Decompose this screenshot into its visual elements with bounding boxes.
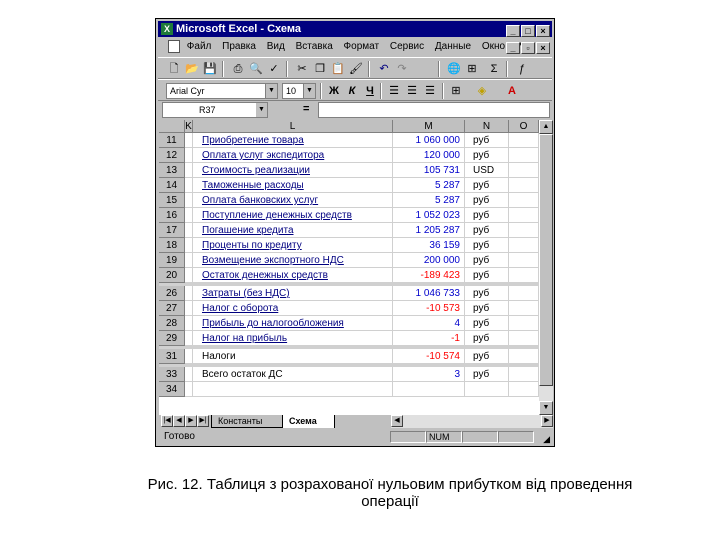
table-row[interactable] bbox=[159, 367, 539, 382]
table-row[interactable] bbox=[159, 133, 539, 148]
separator bbox=[222, 61, 224, 77]
column-header-m[interactable]: M bbox=[393, 120, 465, 133]
chevron-down-icon[interactable]: ▼ bbox=[265, 84, 277, 98]
cell-label[interactable]: Стоимость реализации bbox=[193, 163, 393, 178]
row-header[interactable]: 16 bbox=[159, 208, 185, 223]
chevron-down-icon[interactable]: ▼ bbox=[256, 103, 267, 117]
figure-caption: Рис. 12. Таблиця з розрахованої нульовим прибутком від проведення операції bbox=[147, 476, 633, 510]
save-icon[interactable]: 💾 bbox=[203, 63, 217, 75]
copy-icon[interactable]: ❐ bbox=[315, 63, 325, 75]
cell-o[interactable] bbox=[509, 148, 539, 163]
column-header-n[interactable]: N bbox=[465, 120, 509, 133]
resize-grip-icon[interactable]: ◢ bbox=[543, 434, 550, 444]
undo-icon[interactable]: ↶ bbox=[379, 63, 389, 75]
separator bbox=[320, 83, 322, 99]
status-bar bbox=[158, 429, 552, 445]
minimize-button[interactable]: _ bbox=[506, 25, 520, 37]
scroll-down-icon[interactable]: ▼ bbox=[539, 401, 553, 415]
row-header[interactable]: 28 bbox=[159, 316, 185, 331]
separator bbox=[380, 83, 382, 99]
cell-value[interactable]: 4 bbox=[393, 316, 465, 331]
column-header-k[interactable]: K bbox=[185, 121, 192, 132]
cell-value[interactable]: -1 bbox=[393, 331, 465, 346]
cell-k[interactable] bbox=[185, 253, 193, 268]
print-preview-icon[interactable]: 🔍 bbox=[249, 63, 263, 75]
cell-k[interactable] bbox=[185, 286, 193, 301]
column-header-o[interactable]: O bbox=[509, 120, 539, 133]
menu-window[interactable]: Окно bbox=[481, 41, 506, 52]
menu-data[interactable]: Данные bbox=[434, 41, 472, 52]
align-left-icon[interactable]: ☰ bbox=[389, 85, 399, 97]
cell-o[interactable] bbox=[509, 301, 539, 316]
column-header-l[interactable]: L bbox=[193, 120, 393, 133]
cell-o[interactable] bbox=[509, 223, 539, 238]
cell-unit[interactable]: руб bbox=[465, 349, 509, 364]
borders-icon[interactable]: ⊞ bbox=[451, 85, 461, 97]
table-row[interactable] bbox=[159, 382, 539, 397]
row-header[interactable]: 31 bbox=[159, 349, 185, 364]
autosum-icon[interactable]: Σ bbox=[490, 63, 498, 75]
excel-x-icon: X bbox=[161, 23, 173, 35]
row-header[interactable]: 26 bbox=[159, 286, 185, 301]
font-color-icon[interactable]: A bbox=[508, 85, 516, 97]
menu-bar bbox=[158, 39, 552, 55]
menu-tools[interactable]: Сервис bbox=[389, 41, 425, 52]
cell-o[interactable] bbox=[509, 238, 539, 253]
close-button[interactable]: × bbox=[536, 25, 550, 37]
row-header[interactable]: 33 bbox=[159, 367, 185, 382]
separator bbox=[438, 61, 440, 77]
doc-restore-button[interactable]: ▫ bbox=[521, 42, 535, 54]
first-sheet-icon[interactable]: |◀ bbox=[161, 415, 173, 427]
table-row[interactable] bbox=[159, 163, 539, 178]
cell-k[interactable] bbox=[185, 331, 193, 346]
format-toolbar bbox=[158, 79, 552, 101]
next-sheet-icon[interactable]: ▶ bbox=[185, 415, 197, 427]
cell-unit[interactable]: руб bbox=[465, 286, 509, 301]
paste-icon[interactable]: 📋 bbox=[331, 63, 345, 75]
scroll-left-icon[interactable]: ◀ bbox=[391, 415, 403, 427]
equals-sign[interactable]: = bbox=[303, 103, 310, 115]
horizontal-scrollbar[interactable] bbox=[391, 415, 553, 428]
chevron-down-icon[interactable]: ▼ bbox=[303, 84, 315, 98]
cell-unit[interactable]: руб bbox=[465, 367, 509, 382]
cell-unit[interactable]: руб bbox=[465, 208, 509, 223]
underline-button[interactable]: Ч bbox=[366, 85, 374, 97]
cell-unit[interactable]: USD bbox=[465, 163, 509, 178]
row-header[interactable]: 15 bbox=[159, 193, 185, 208]
cell-value[interactable]: 36 159 bbox=[393, 238, 465, 253]
cell-label[interactable]: Прибыль до налогообложения bbox=[193, 316, 393, 331]
cell-k[interactable] bbox=[185, 367, 193, 382]
menu-file[interactable]: Файл bbox=[186, 41, 212, 52]
cell-o[interactable] bbox=[509, 349, 539, 364]
cell-label[interactable]: Проценты по кредиту bbox=[193, 238, 393, 253]
document-icon[interactable] bbox=[168, 40, 180, 53]
status-ready: Готово bbox=[164, 431, 195, 442]
cut-icon[interactable]: ✂ bbox=[297, 63, 307, 75]
cell-o[interactable] bbox=[509, 253, 539, 268]
separator bbox=[368, 61, 370, 77]
cell-k[interactable] bbox=[185, 178, 193, 193]
cell-label[interactable]: Затраты (без НДС) bbox=[193, 286, 393, 301]
cell-o[interactable] bbox=[509, 163, 539, 178]
row-header[interactable]: 13 bbox=[159, 163, 185, 178]
cell-unit[interactable]: руб bbox=[465, 238, 509, 253]
cell-value[interactable]: 120 000 bbox=[393, 148, 465, 163]
separator bbox=[506, 61, 508, 77]
cell-unit[interactable]: руб bbox=[465, 331, 509, 346]
standard-toolbar bbox=[158, 57, 552, 79]
cell-label[interactable]: Погашение кредита bbox=[193, 223, 393, 238]
cell-value[interactable]: 5 287 bbox=[393, 178, 465, 193]
cell-k[interactable] bbox=[185, 148, 193, 163]
row-header[interactable]: 17 bbox=[159, 223, 185, 238]
cell-value[interactable]: -189 423 bbox=[393, 268, 465, 283]
cell-label[interactable]: Поступление денежных средств bbox=[193, 208, 393, 223]
status-box bbox=[462, 431, 498, 443]
cell-o[interactable] bbox=[509, 178, 539, 193]
cell-value[interactable]: -10 574 bbox=[393, 349, 465, 364]
font-select[interactable]: Arial Cyr ▼ bbox=[166, 83, 278, 99]
maximize-button[interactable]: □ bbox=[521, 25, 535, 37]
cell-value[interactable]: 105 731 bbox=[393, 163, 465, 178]
cell-unit[interactable]: руб bbox=[465, 148, 509, 163]
select-all-corner[interactable] bbox=[159, 120, 185, 133]
table-row[interactable] bbox=[159, 253, 539, 268]
row-header[interactable]: 27 bbox=[159, 301, 185, 316]
cell-value[interactable]: -10 573 bbox=[393, 301, 465, 316]
table-row[interactable] bbox=[159, 238, 539, 253]
align-center-icon[interactable]: ☰ bbox=[407, 85, 417, 97]
cell-label[interactable]: Оплата банковских услуг bbox=[193, 193, 393, 208]
cell-value[interactable]: 3 bbox=[393, 367, 465, 382]
row-header[interactable]: 18 bbox=[159, 238, 185, 253]
spreadsheet-grid[interactable] bbox=[159, 120, 539, 415]
bold-button[interactable]: Ж bbox=[329, 85, 339, 97]
cell-unit[interactable]: руб bbox=[465, 316, 509, 331]
prev-sheet-icon[interactable]: ◀ bbox=[173, 415, 185, 427]
cell-o[interactable] bbox=[509, 331, 539, 346]
sheet-tab-bar bbox=[159, 415, 553, 428]
table-row[interactable] bbox=[159, 193, 539, 208]
cell-label[interactable]: Всего остаток ДС bbox=[193, 367, 393, 382]
redo-icon[interactable]: ↷ bbox=[397, 63, 407, 75]
cell-unit[interactable]: руб bbox=[465, 253, 509, 268]
vertical-scrollbar[interactable] bbox=[539, 120, 553, 415]
cell-label[interactable]: Налоги bbox=[193, 349, 393, 364]
table-row[interactable] bbox=[159, 268, 539, 283]
cell-value[interactable]: 200 000 bbox=[393, 253, 465, 268]
name-box[interactable]: R37 ▼ bbox=[162, 102, 268, 118]
table-row[interactable] bbox=[159, 178, 539, 193]
cell-label[interactable]: Остаток денежных средств bbox=[193, 268, 393, 283]
table-row[interactable] bbox=[159, 349, 539, 364]
cell-k[interactable] bbox=[185, 163, 193, 178]
row-header[interactable]: 29 bbox=[159, 331, 185, 346]
cell-label[interactable] bbox=[193, 382, 393, 397]
cell-o[interactable] bbox=[509, 367, 539, 382]
cell-unit[interactable]: руб bbox=[465, 178, 509, 193]
table-row[interactable] bbox=[159, 223, 539, 238]
cell-k[interactable] bbox=[185, 301, 193, 316]
cell-k[interactable] bbox=[185, 208, 193, 223]
spelling-icon[interactable]: ✓ bbox=[269, 63, 279, 75]
row-header[interactable]: 14 bbox=[159, 178, 185, 193]
format-painter-icon[interactable]: 🖌 bbox=[349, 63, 363, 75]
table-row[interactable] bbox=[159, 208, 539, 223]
cell-unit[interactable] bbox=[465, 382, 509, 397]
font-size-select[interactable]: 10 ▼ bbox=[282, 83, 316, 99]
row-header[interactable]: 12 bbox=[159, 148, 185, 163]
cell-label[interactable]: Приобретение товара bbox=[193, 133, 393, 148]
cell-unit[interactable]: руб bbox=[465, 193, 509, 208]
cell-unit[interactable]: руб bbox=[465, 223, 509, 238]
cell-value[interactable]: 1 060 000 bbox=[393, 133, 465, 148]
tab-konstanty[interactable]: Константы bbox=[211, 415, 283, 428]
cell-k[interactable] bbox=[185, 133, 193, 148]
new-icon[interactable]: 🗋 bbox=[169, 63, 179, 75]
cell-k[interactable] bbox=[185, 382, 193, 397]
cell-label[interactable]: Налог на прибыль bbox=[193, 331, 393, 346]
tab-skhema[interactable]: Схема bbox=[283, 415, 335, 428]
title-bar bbox=[158, 21, 552, 37]
row-header[interactable]: 11 bbox=[159, 133, 185, 148]
formula-bar bbox=[158, 101, 552, 120]
cell-value[interactable]: 1 046 733 bbox=[393, 286, 465, 301]
cell-k[interactable] bbox=[185, 238, 193, 253]
cell-k[interactable] bbox=[185, 193, 193, 208]
excel-window bbox=[155, 18, 555, 447]
open-icon[interactable]: 📂 bbox=[185, 63, 199, 75]
row-header[interactable]: 34 bbox=[159, 382, 185, 397]
row-header[interactable]: 20 bbox=[159, 268, 185, 283]
doc-close-button[interactable]: × bbox=[536, 42, 550, 54]
scroll-up-icon[interactable]: ▲ bbox=[539, 120, 553, 134]
paste-function-icon[interactable]: ƒ bbox=[518, 63, 526, 75]
print-icon[interactable]: ⎙ bbox=[233, 63, 243, 75]
align-right-icon[interactable]: ☰ bbox=[425, 85, 435, 97]
menu-view[interactable]: Вид bbox=[266, 41, 285, 52]
row-header[interactable]: 19 bbox=[159, 253, 185, 268]
fill-color-icon[interactable]: ◈ bbox=[477, 85, 487, 97]
cell-o[interactable] bbox=[509, 208, 539, 223]
cell-k[interactable] bbox=[185, 349, 193, 364]
web-toolbar-icon[interactable]: ⊞ bbox=[467, 63, 477, 75]
cell-value[interactable]: 1 052 023 bbox=[393, 208, 465, 223]
hyperlink-icon[interactable]: 🌐 bbox=[447, 63, 461, 75]
status-box bbox=[498, 431, 534, 443]
cell-unit[interactable]: руб bbox=[465, 268, 509, 283]
status-box bbox=[390, 431, 426, 443]
last-sheet-icon[interactable]: ▶| bbox=[197, 415, 209, 427]
cell-o[interactable] bbox=[509, 286, 539, 301]
cell-k[interactable] bbox=[185, 223, 193, 238]
cell-label[interactable]: Налог с оборота bbox=[193, 301, 393, 316]
cell-value[interactable]: 5 287 bbox=[393, 193, 465, 208]
cell-unit[interactable]: руб bbox=[465, 301, 509, 316]
doc-minimize-button[interactable]: _ bbox=[506, 42, 520, 54]
menu-format[interactable]: Формат bbox=[343, 41, 380, 52]
table-row[interactable] bbox=[159, 316, 539, 331]
table-row[interactable] bbox=[159, 286, 539, 301]
cell-o[interactable] bbox=[509, 382, 539, 397]
separator bbox=[286, 61, 288, 77]
cell-o[interactable] bbox=[509, 316, 539, 331]
menu-edit[interactable]: Правка bbox=[222, 41, 256, 52]
italic-button[interactable]: К bbox=[348, 85, 356, 97]
scroll-thumb[interactable] bbox=[539, 134, 553, 386]
cell-k[interactable] bbox=[185, 316, 193, 331]
cell-label[interactable]: Таможенные расходы bbox=[193, 178, 393, 193]
cell-o[interactable] bbox=[509, 133, 539, 148]
cell-o[interactable] bbox=[509, 193, 539, 208]
cell-value[interactable] bbox=[393, 382, 465, 397]
scroll-right-icon[interactable]: ▶ bbox=[541, 415, 553, 427]
status-num: NUM bbox=[426, 431, 462, 443]
table-row[interactable] bbox=[159, 148, 539, 163]
table-row[interactable] bbox=[159, 331, 539, 346]
cell-label[interactable]: Возмещение экспортного НДС bbox=[193, 253, 393, 268]
cell-value[interactable]: 1 205 287 bbox=[393, 223, 465, 238]
cell-label[interactable]: Оплата услуг экспедитора bbox=[193, 148, 393, 163]
cell-k[interactable] bbox=[185, 268, 193, 283]
separator bbox=[442, 83, 444, 99]
window-title: Microsoft Excel - Схема bbox=[176, 23, 301, 35]
formula-input[interactable] bbox=[318, 102, 550, 118]
cell-unit[interactable]: руб bbox=[465, 133, 509, 148]
table-row[interactable] bbox=[159, 301, 539, 316]
cell-o[interactable] bbox=[509, 268, 539, 283]
menu-insert[interactable]: Вставка bbox=[295, 41, 333, 52]
